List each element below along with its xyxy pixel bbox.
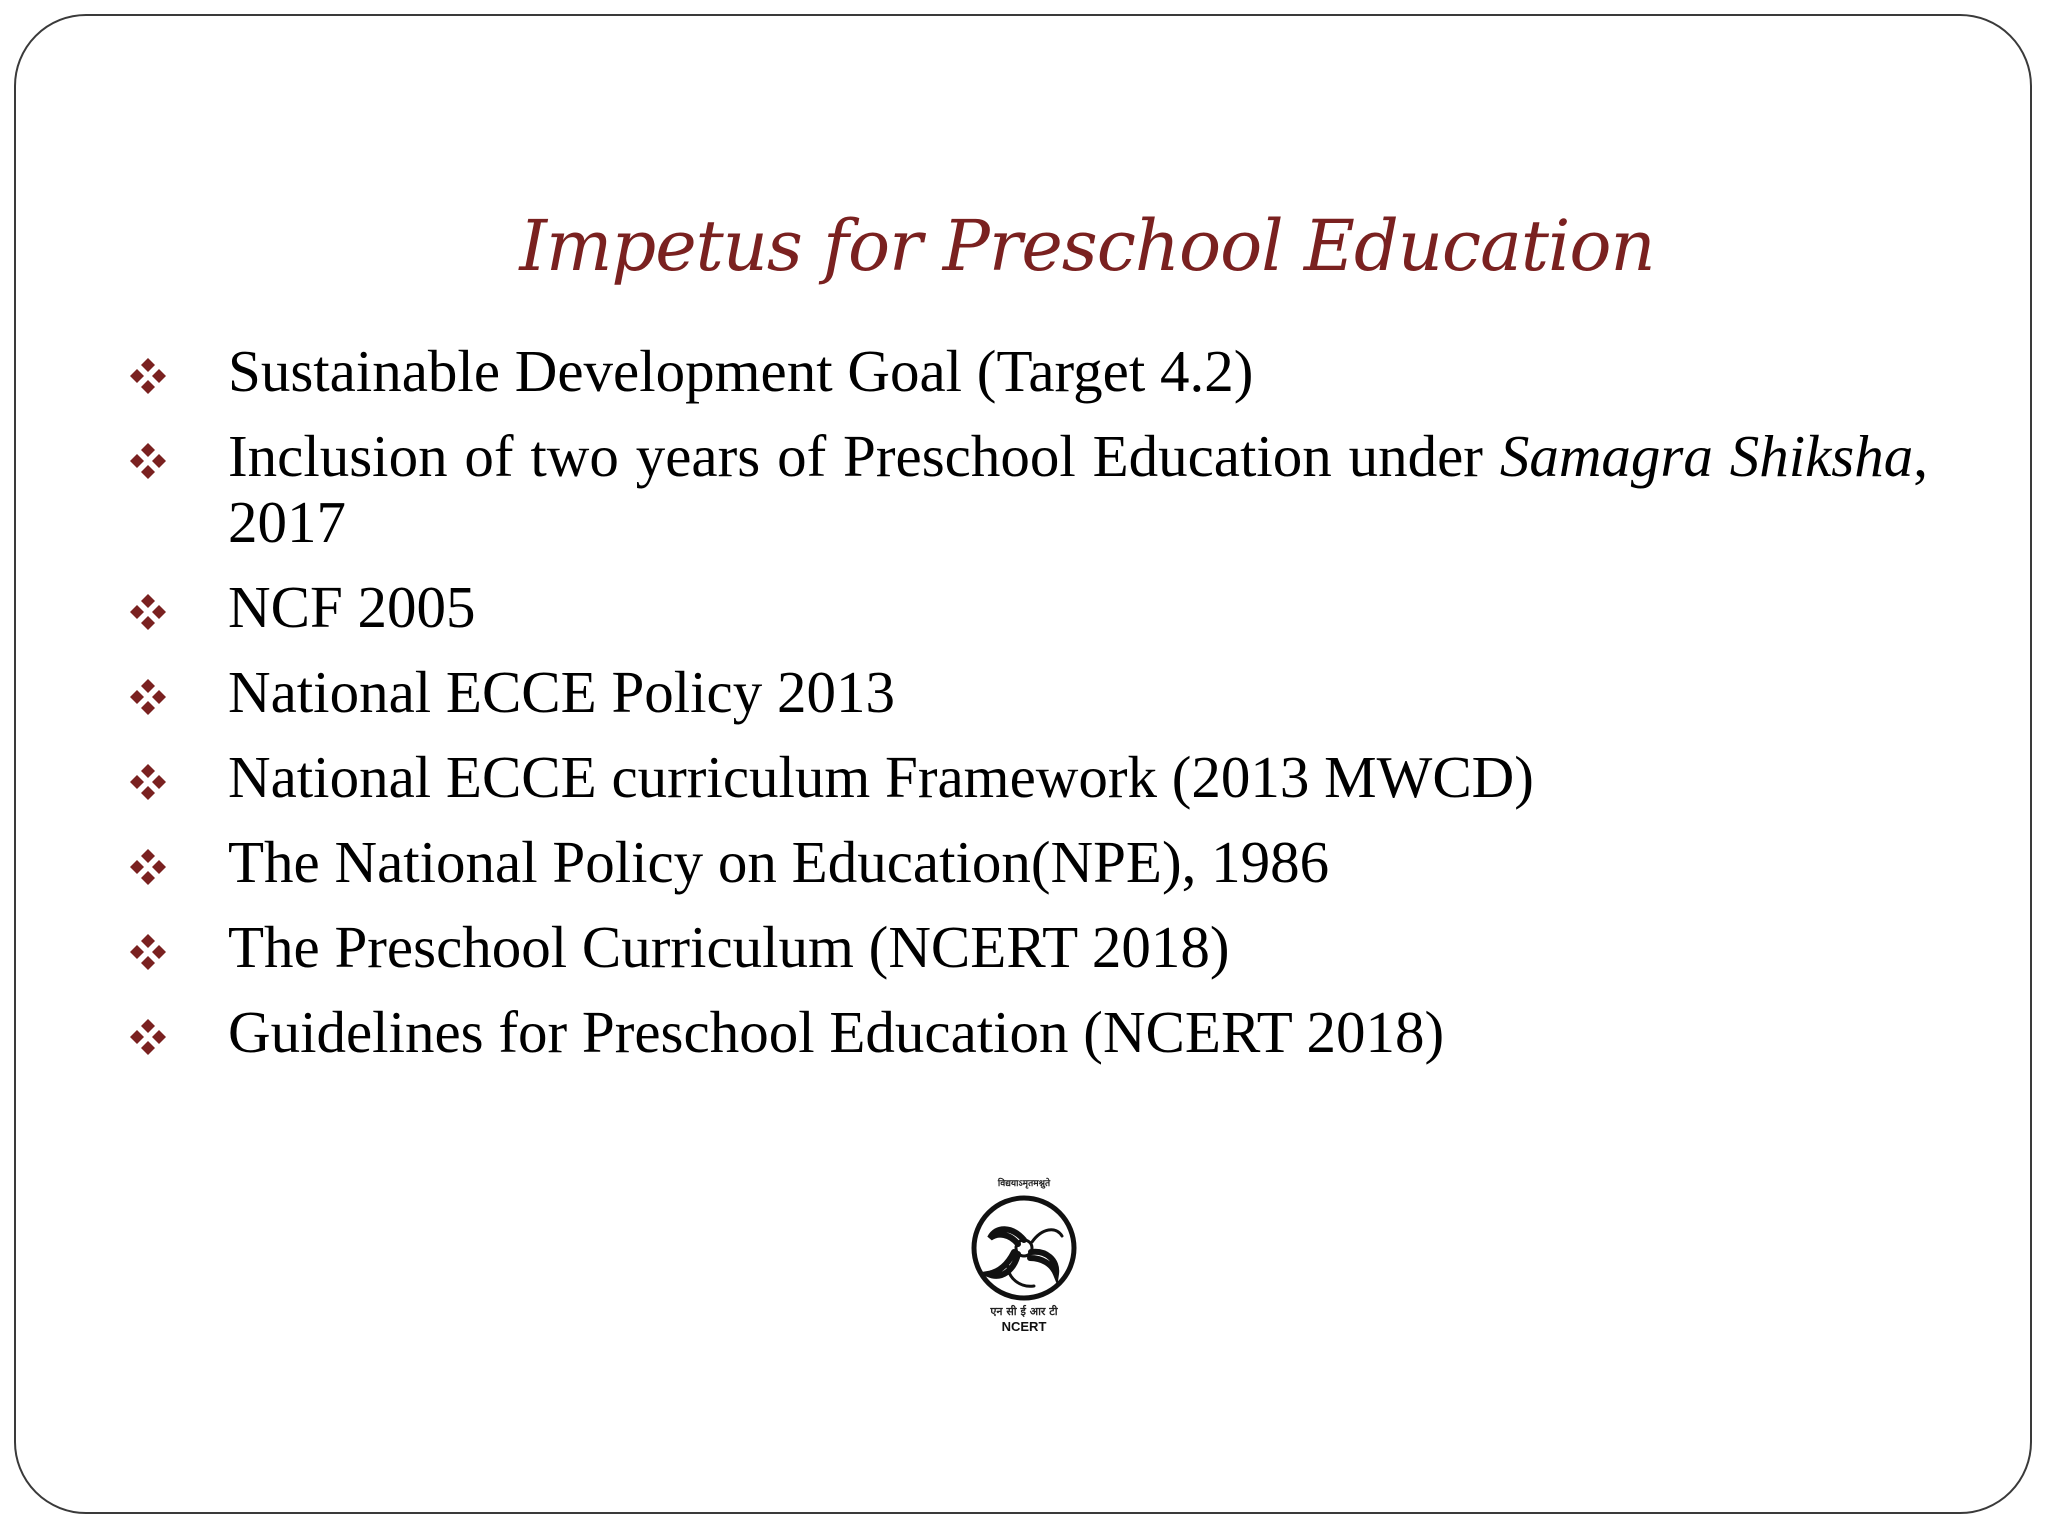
logo-motto: विद्ययाऽमृतमश्नुते	[997, 1179, 1051, 1189]
bullet-item	[128, 914, 1928, 980]
bullet-text: National ECCE Policy 2013	[228, 659, 895, 725]
diamond-bullet-icon	[128, 592, 168, 632]
diamond-bullet-icon	[128, 847, 168, 887]
bullet-item	[128, 659, 1928, 725]
bullet-text: The Preschool Curriculum (NCERT 2018)	[228, 914, 1230, 980]
bullet-item	[128, 829, 1928, 895]
logo-hindi-name: एन सी ई आर टी	[990, 1305, 1058, 1318]
bullet-item	[128, 574, 1928, 640]
diamond-bullet-icon	[128, 762, 168, 802]
diamond-bullet-icon	[128, 677, 168, 717]
slide-title: Impetus for Preschool Education	[519, 205, 1655, 287]
bullet-text: Sustainable Development Goal (Target 4.2)	[228, 338, 1254, 404]
bullet-item	[128, 338, 1928, 404]
bullet-text	[228, 423, 1928, 555]
bullet-list	[128, 338, 1928, 1084]
bullet-text-part: Inclusion of two years of Preschool Education under	[228, 423, 1500, 489]
bullet-item	[128, 999, 1928, 1065]
ncert-logo	[962, 1176, 1086, 1336]
bullet-text-italic: Samagra Shiksha	[1499, 423, 1914, 489]
bullet-text: National ECCE curriculum Framework (2013 MWCD)	[228, 744, 1534, 810]
bullet-text-part: , 2017	[228, 423, 1929, 555]
bullet-item	[128, 423, 1928, 555]
logo-name: NCERT	[1001, 1319, 1047, 1334]
diamond-bullet-icon	[128, 441, 168, 481]
ncert-emblem-icon	[968, 1192, 1080, 1304]
diamond-bullet-icon	[128, 1017, 168, 1057]
bullet-text: Guidelines for Preschool Education (NCERT 2018)	[228, 999, 1445, 1065]
bullet-item	[128, 744, 1928, 810]
bullet-text: NCF 2005	[228, 574, 476, 640]
bullet-text: The National Policy on Education(NPE), 1986	[228, 829, 1330, 895]
diamond-bullet-icon	[128, 932, 168, 972]
diamond-bullet-icon	[128, 356, 168, 396]
